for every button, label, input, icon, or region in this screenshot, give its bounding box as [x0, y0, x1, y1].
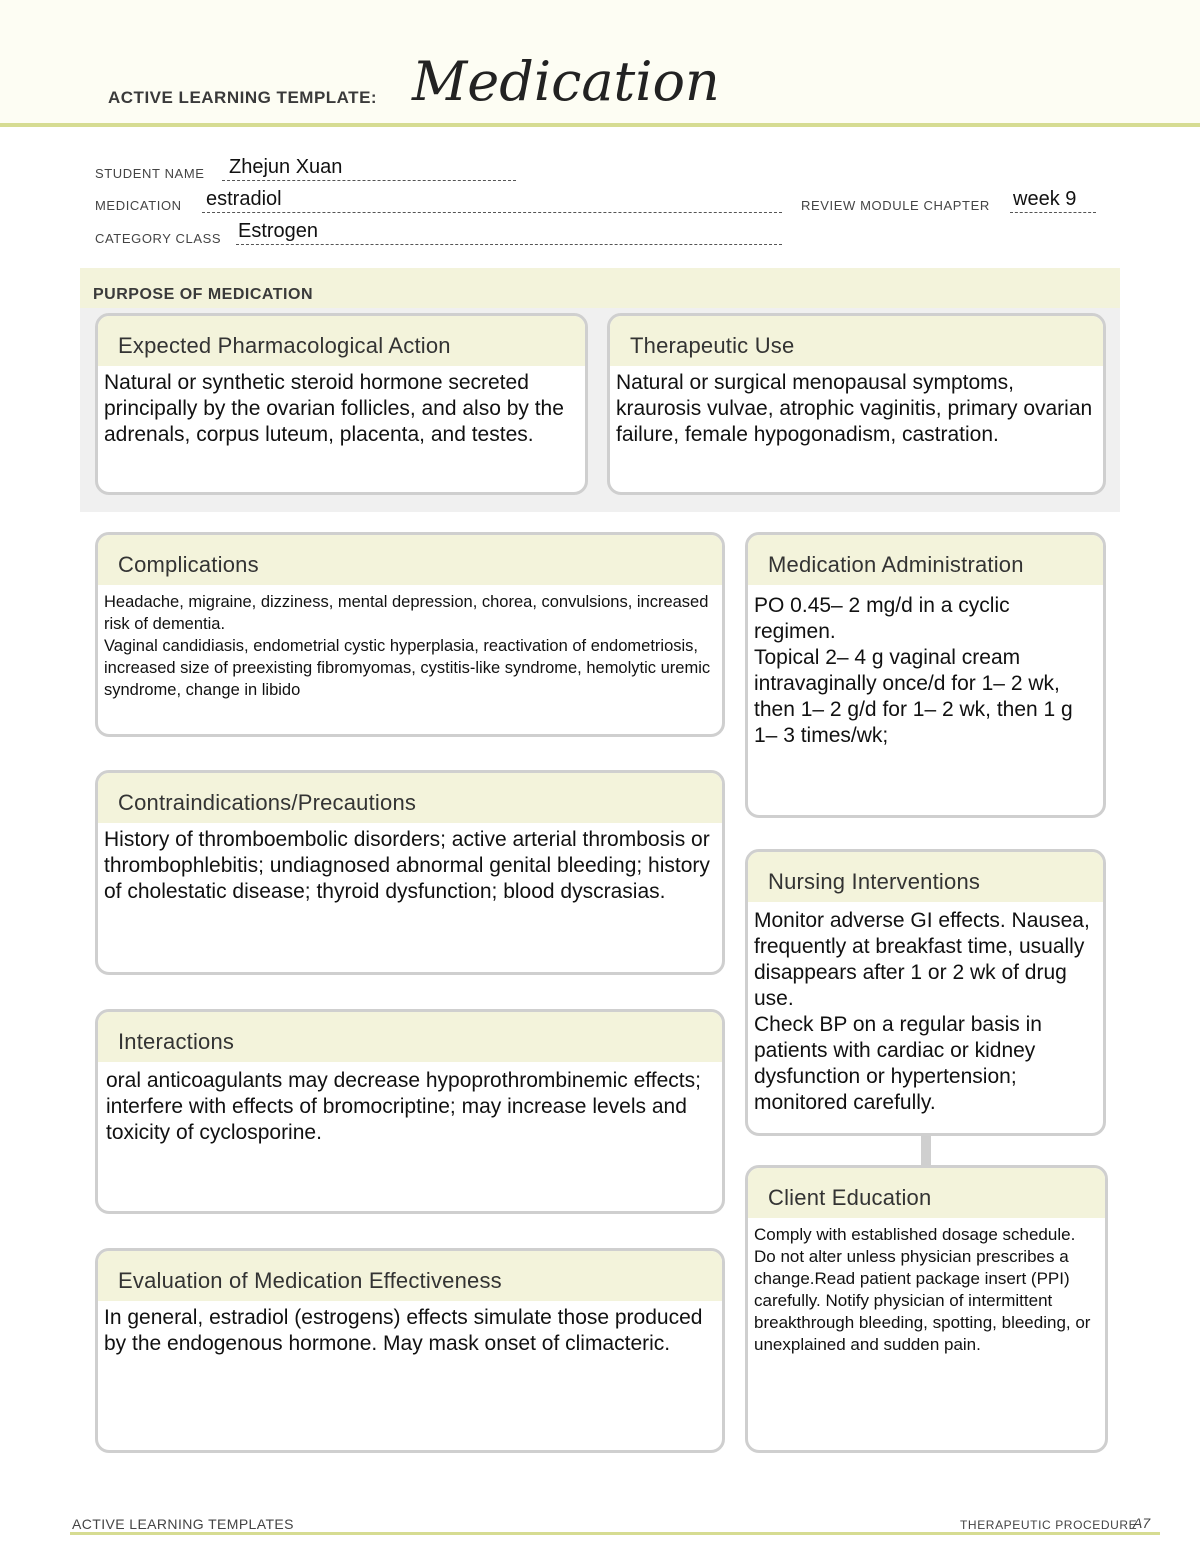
- evaluation-card: [95, 1248, 725, 1453]
- nursing-line: Check BP on a regular basis in patients with cardiac or kidney dysfunction or hypertension; monitored carefully.: [754, 1013, 1042, 1114]
- medication-label: MEDICATION: [95, 198, 182, 213]
- therapeutic-use-heading: Therapeutic Use: [610, 316, 1103, 366]
- complications-line: Headache, migraine, dizziness, mental depression, chorea, convulsions, increased risk of dementia.: [104, 593, 709, 633]
- student-name-label: STUDENT NAME: [95, 166, 205, 181]
- complications-line: Vaginal candidiasis, endometrial cystic hyperplasia, reactivation of endometriosis, increased size of preexisting fibromyomas, cystitis-like syndrome, hemolytic uremic syndrome, change in libido: [104, 637, 711, 699]
- header-divider: [0, 123, 1200, 127]
- complications-heading: Complications: [98, 535, 722, 585]
- student-name-field[interactable]: Zhejun Xuan: [229, 156, 343, 178]
- evaluation-heading: Evaluation of Medication Effectiveness: [98, 1251, 722, 1301]
- category-class-field[interactable]: Estrogen: [238, 220, 319, 242]
- template-label: ACTIVE LEARNING TEMPLATE:: [108, 88, 378, 107]
- interactions-heading: Interactions: [98, 1012, 722, 1062]
- client-education-heading: Client Education: [748, 1168, 1105, 1218]
- purpose-title: PURPOSE OF MEDICATION: [93, 286, 313, 303]
- administration-line: Topical 2– 4 g vaginal cream intravaginally once/d for 1– 2 wk, then 1– 2 g/d for 1– 2 wk, then 1 g 1– 3 times/wk;: [754, 646, 1073, 747]
- interactions-text[interactable]: oral anticoagulants may decrease hypoprothrombinemic effects; interfere with effects of bromocriptine; may increase levels and toxicity of cyclosporine.: [106, 1069, 701, 1144]
- nursing-line: Monitor adverse GI effects. Nausea, frequently at breakfast time, usually disappears after 1 or 2 wk of drug use.: [754, 909, 1090, 1010]
- expected-action-heading: Expected Pharmacological Action: [98, 316, 585, 366]
- nursing-interventions-card: [745, 849, 1106, 1136]
- footer-divider: [70, 1532, 1160, 1535]
- contraindications-card: [95, 770, 725, 975]
- footer-title: ACTIVE LEARNING TEMPLATES: [72, 1516, 294, 1532]
- interactions-card: [95, 1009, 725, 1214]
- contraindications-heading: Contraindications/Precautions: [98, 773, 722, 823]
- nursing-interventions-heading: Nursing Interventions: [748, 852, 1103, 902]
- administration-line: PO 0.45– 2 mg/d in a cyclic regimen.: [754, 594, 1010, 643]
- contraindications-text[interactable]: History of thromboembolic disorders; active arterial thrombosis or thrombophlebitis; undiagnosed abnormal genital bleeding; history of cholestatic disease; thyroid dysfunction; blood dyscrasias.: [104, 828, 710, 903]
- expected-action-text[interactable]: Natural or synthetic steroid hormone secreted principally by the ovarian follicles, and also by the adrenals, corpus luteum, placenta, and testes.: [104, 371, 564, 446]
- review-module-label: REVIEW MODULE CHAPTER: [801, 198, 990, 213]
- category-class-underline: [236, 244, 782, 245]
- nursing-interventions-text[interactable]: [748, 902, 1103, 1116]
- category-class-label: CATEGORY CLASS: [95, 231, 222, 246]
- review-module-field[interactable]: week 9: [1013, 188, 1077, 210]
- therapeutic-use-card: [607, 313, 1106, 495]
- page-title: Medication: [412, 50, 720, 113]
- medication-field[interactable]: estradiol: [206, 188, 282, 210]
- card-connector: [921, 1133, 931, 1167]
- review-module-underline: [1010, 212, 1096, 213]
- medication-underline: [202, 212, 782, 213]
- administration-heading: Medication Administration: [748, 535, 1103, 585]
- administration-card: [745, 532, 1106, 818]
- complications-text[interactable]: [98, 585, 722, 701]
- student-name-underline: [222, 180, 516, 181]
- expected-action-card: [95, 313, 588, 495]
- evaluation-text[interactable]: In general, estradiol (estrogens) effects simulate those produced by the endogenous hormone. May mask onset of climacteric.: [104, 1306, 703, 1355]
- complications-card: [95, 532, 725, 737]
- client-education-card: [745, 1165, 1108, 1453]
- therapeutic-use-text[interactable]: Natural or surgical menopausal symptoms, kraurosis vulvae, atrophic vaginitis, primary ovarian failure, female hypogonadism, castration.: [616, 371, 1093, 446]
- page-number: A7: [1133, 1515, 1151, 1531]
- footer-section: THERAPEUTIC PROCEDURE: [960, 1518, 1138, 1532]
- client-education-text[interactable]: Comply with established dosage schedule. Do not alter unless physician prescribes a change.Read patient package insert (PPI) carefully. Notify physician of intermittent breakthrough bleeding, spotting, bleeding, or unexplained and sudden pain.: [754, 1225, 1091, 1354]
- administration-text[interactable]: [748, 585, 1103, 749]
